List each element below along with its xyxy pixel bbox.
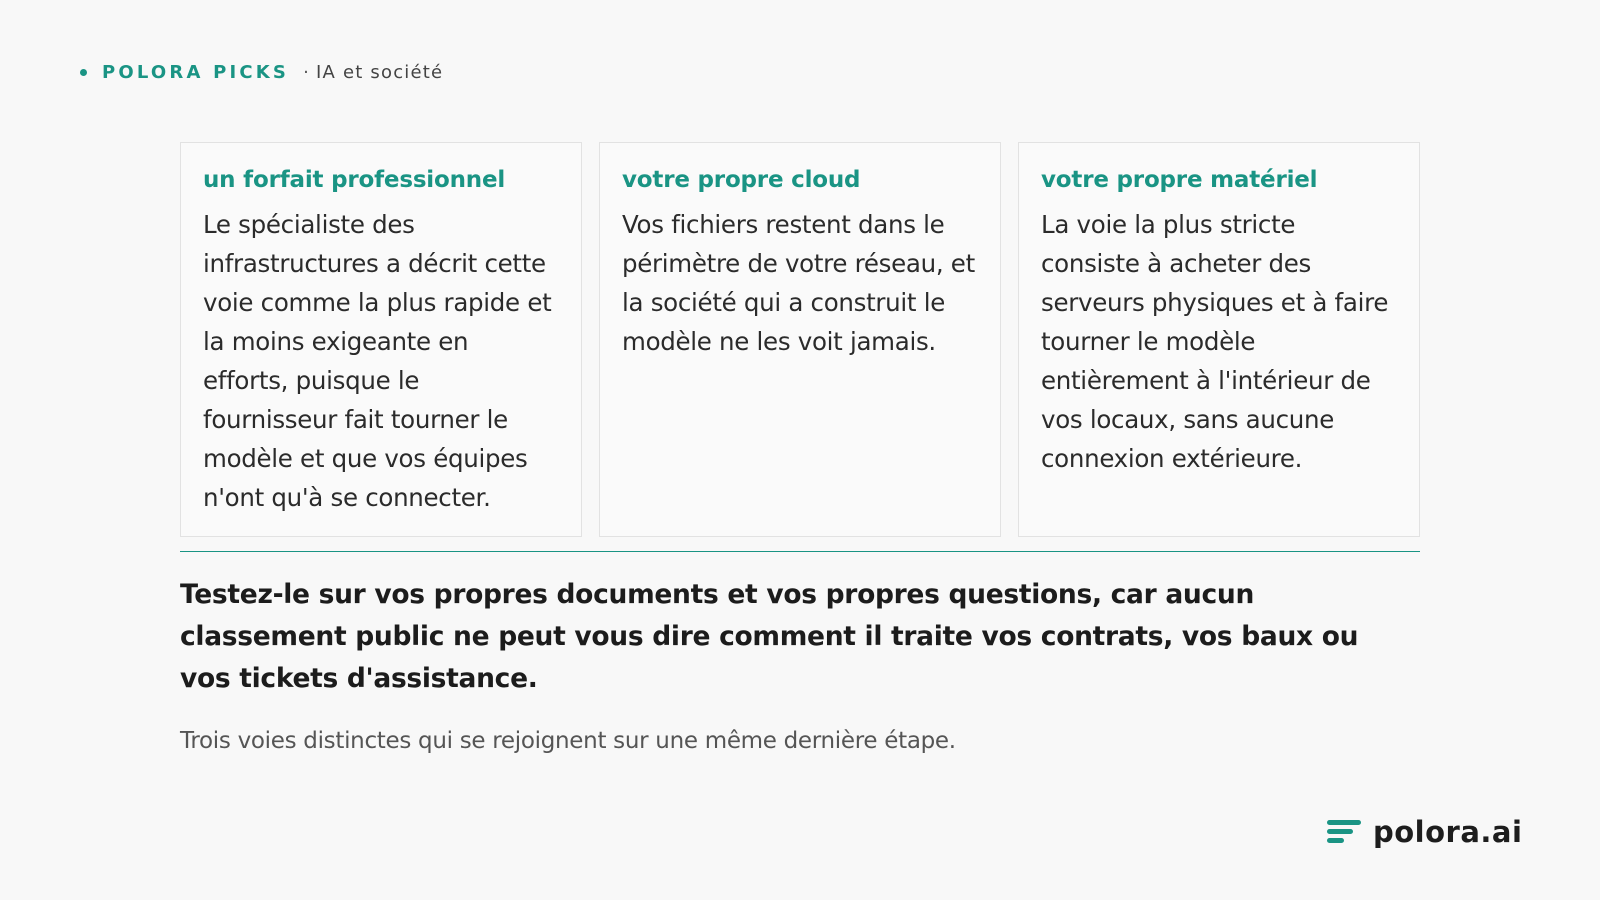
card-title: votre propre matériel — [1041, 167, 1318, 193]
option-card-professional-plan — [180, 142, 582, 537]
card-body: La voie la plus stricte consiste à acheter des serveurs physiques et à faire tourner le modèle entièrement à l'intérieur de vos locaux, sans aucune connexion extérieure. — [1041, 210, 1389, 473]
brand-label: POLORA PICKS — [102, 61, 290, 83]
polora-logo — [1327, 815, 1522, 849]
bullet-dot-icon — [80, 69, 87, 76]
logo-text: polora.ai — [1373, 815, 1523, 849]
caption-text: Trois voies distinctes qui se rejoignent sur une même dernière étape. — [180, 728, 956, 754]
card-body: Vos fichiers restent dans le périmètre de votre réseau, et la société qui a construit le modèle ne les voit jamais. — [622, 210, 975, 356]
header-separator: · — [303, 61, 311, 83]
option-card-own-hardware — [1018, 142, 1420, 537]
card-title: un forfait professionnel — [203, 167, 506, 193]
page-header — [80, 60, 443, 84]
option-cards — [180, 142, 1420, 537]
stacked-lines-icon — [1327, 820, 1361, 844]
divider-line — [180, 551, 1420, 552]
card-title: votre propre cloud — [622, 167, 861, 193]
option-card-own-cloud — [599, 142, 1001, 537]
topic-label: IA et société — [316, 61, 444, 83]
takeaway-text: Testez-le sur vos propres documents et vos propres questions, car aucun classement public ne peut vous dire comment il traite vos contrats, vos baux ou vos tickets d'assistance. — [180, 579, 1359, 694]
card-body: Le spécialiste des infrastructures a décrit cette voie comme la plus rapide et la moins exigeante en efforts, puisque le fournisseur fait tourner le modèle et que vos équipes n'ont qu'à se connecter. — [203, 210, 552, 512]
